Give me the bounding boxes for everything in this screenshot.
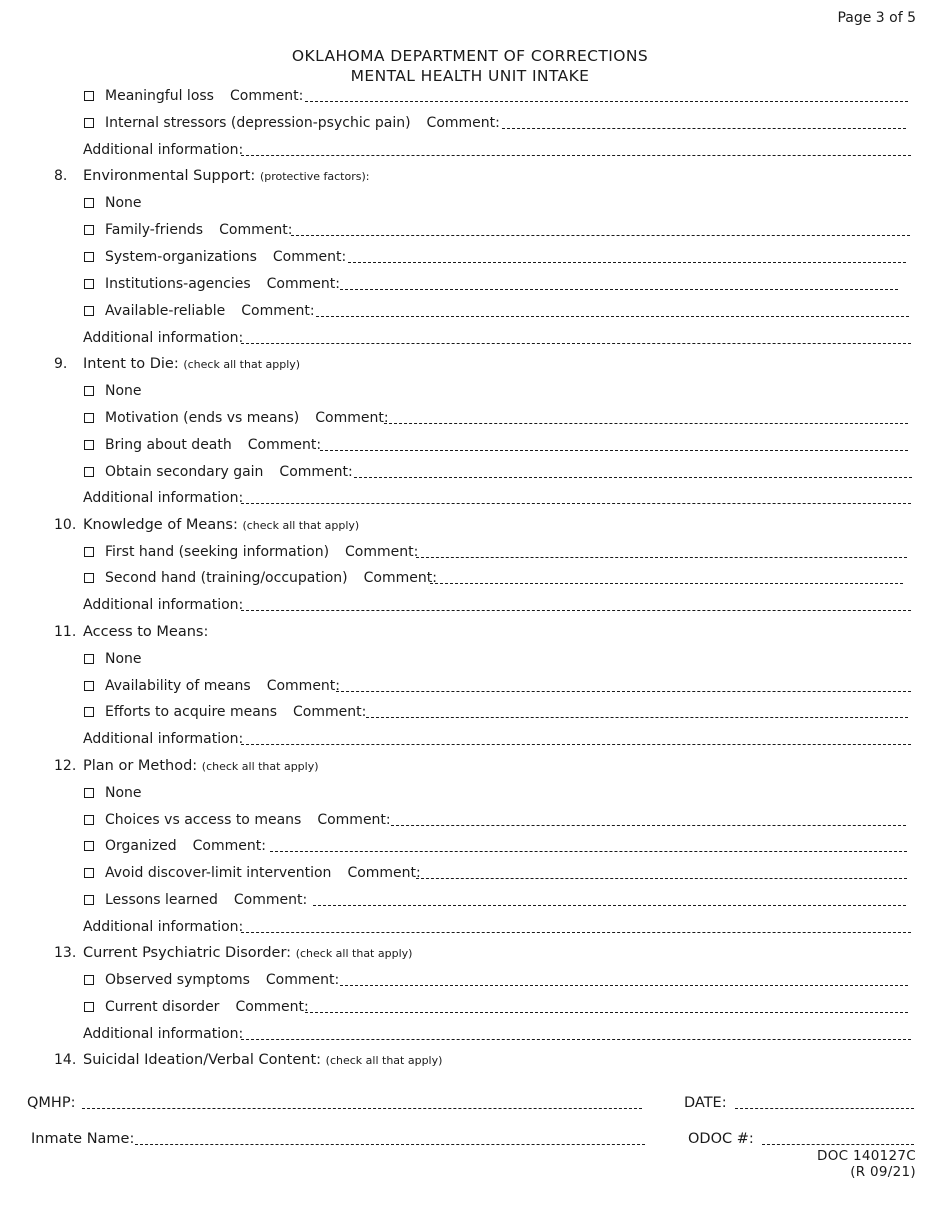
comment-field[interactable] xyxy=(416,557,907,558)
checkbox[interactable] xyxy=(84,654,94,664)
section-12-heading xyxy=(0,757,950,779)
comment-field[interactable] xyxy=(430,583,903,584)
comment-field[interactable] xyxy=(270,851,907,852)
checkbox[interactable] xyxy=(84,681,94,691)
comment-field[interactable] xyxy=(354,477,912,478)
checkbox-item-row xyxy=(0,543,950,565)
checkbox-item-row xyxy=(0,248,950,270)
checkbox-item-row xyxy=(0,194,950,216)
checkbox-item-row xyxy=(0,998,950,1020)
odoc-number-label: ODOC #: xyxy=(688,1131,754,1147)
checkbox[interactable] xyxy=(84,413,94,423)
checkbox-item-row xyxy=(0,891,950,913)
item-label: Bring about death xyxy=(105,437,232,453)
checkbox[interactable] xyxy=(84,868,94,878)
checkbox[interactable] xyxy=(84,975,94,985)
revision-date: (R 09/21) xyxy=(850,1164,916,1180)
section-note: (check all that apply) xyxy=(183,358,301,371)
item-label: Choices vs access to means xyxy=(105,812,302,828)
additional-info-row xyxy=(0,329,950,351)
item-label: Organized xyxy=(105,838,177,854)
checkbox[interactable] xyxy=(84,1002,94,1012)
additional-info-field[interactable] xyxy=(241,744,911,745)
checkbox[interactable] xyxy=(84,118,94,128)
form-header xyxy=(0,46,940,86)
checkbox-item-row xyxy=(0,382,950,404)
section-note: (check all that apply) xyxy=(325,1054,443,1067)
item-label: Lessons learned xyxy=(105,892,218,908)
agency-name: OKLAHOMA DEPARTMENT OF CORRECTIONS xyxy=(291,47,649,65)
section-11-heading xyxy=(0,623,950,645)
checkbox[interactable] xyxy=(84,225,94,235)
additional-info-field[interactable] xyxy=(241,155,911,156)
form-number: DOC 140127C xyxy=(817,1148,916,1164)
qmhp-label: QMHP: xyxy=(27,1095,76,1111)
comment-label: Comment: xyxy=(293,704,367,720)
additional-info-field[interactable] xyxy=(241,932,911,933)
section-title: Current Psychiatric Disorder: xyxy=(83,945,292,961)
comment-field[interactable] xyxy=(348,262,906,263)
comment-label: Comment: xyxy=(192,838,266,854)
section-9-heading xyxy=(0,355,950,377)
form-number-footer xyxy=(817,1148,916,1180)
section-title: Suicidal Ideation/Verbal Content: xyxy=(83,1052,322,1068)
checkbox[interactable] xyxy=(84,306,94,316)
checkbox-item-row xyxy=(0,703,950,725)
item-label: Efforts to acquire means xyxy=(105,704,277,720)
section-number: 11. xyxy=(54,624,77,640)
item-label: Internal stressors (depression-psychic pain) xyxy=(105,115,411,131)
additional-info-label: Additional information: xyxy=(83,142,244,158)
additional-info-row xyxy=(0,489,950,511)
additional-info-label: Additional information: xyxy=(83,1026,244,1042)
item-label: Avoid discover-limit intervention xyxy=(105,865,332,881)
section-note: (check all that apply) xyxy=(295,947,413,960)
additional-info-row xyxy=(0,730,950,752)
section-title: Access to Means: xyxy=(83,624,209,640)
section-note: (protective factors): xyxy=(259,170,370,183)
item-label: Available-reliable xyxy=(105,303,226,319)
checkbox[interactable] xyxy=(84,573,94,583)
additional-info-field[interactable] xyxy=(241,610,911,611)
comment-label: Comment: xyxy=(266,678,341,694)
checkbox-item-row xyxy=(0,837,950,859)
item-label: None xyxy=(105,785,142,801)
checkbox-item-row xyxy=(0,221,950,243)
additional-info-field[interactable] xyxy=(241,503,911,504)
section-10-heading xyxy=(0,516,950,538)
comment-field[interactable] xyxy=(384,423,908,424)
additional-info-label: Additional information: xyxy=(83,731,244,747)
checkbox-item-row xyxy=(0,87,950,109)
checkbox[interactable] xyxy=(84,198,94,208)
checkbox[interactable] xyxy=(84,788,94,798)
item-label: Availability of means xyxy=(105,678,251,694)
additional-info-label: Additional information: xyxy=(83,330,244,346)
additional-info-row xyxy=(0,596,950,618)
checkbox-item-row xyxy=(0,864,950,886)
checkbox-item-row xyxy=(0,811,950,833)
section-14-heading xyxy=(0,1051,950,1073)
item-label: Motivation (ends vs means) xyxy=(105,410,300,426)
section-note: (check all that apply) xyxy=(242,519,360,532)
checkbox[interactable] xyxy=(84,707,94,717)
checkbox-item-row xyxy=(0,463,950,485)
section-number: 13. xyxy=(54,945,77,961)
item-label: Meaningful loss xyxy=(105,88,214,104)
checkbox[interactable] xyxy=(84,252,94,262)
checkbox-item-row xyxy=(0,784,950,806)
comment-label: Comment: xyxy=(235,999,309,1015)
comment-label: Comment: xyxy=(315,410,389,426)
checkbox[interactable] xyxy=(84,279,94,289)
comment-label: Comment: xyxy=(265,972,340,988)
item-label: None xyxy=(105,195,142,211)
section-number: 12. xyxy=(54,758,77,774)
section-number: 10. xyxy=(54,517,77,533)
checkbox-item-row xyxy=(0,677,950,699)
item-label: Family-friends xyxy=(105,222,204,238)
checkbox[interactable] xyxy=(84,547,94,557)
comment-label: Comment: xyxy=(241,303,315,319)
item-label: Institutions-agencies xyxy=(105,276,251,292)
checkbox[interactable] xyxy=(84,440,94,450)
comment-field[interactable] xyxy=(316,316,909,317)
section-number: 8. xyxy=(54,168,68,184)
checkbox-item-row xyxy=(0,275,950,297)
section-title: Intent to Die: xyxy=(83,356,179,372)
additional-info-label: Additional information: xyxy=(83,490,244,506)
comment-label: Comment: xyxy=(279,464,353,480)
additional-info-row xyxy=(0,141,950,163)
section-title: Environmental Support: xyxy=(83,168,256,184)
additional-info-field[interactable] xyxy=(241,1039,911,1040)
comment-field[interactable] xyxy=(340,985,908,986)
comment-label: Comment: xyxy=(347,865,421,881)
comment-label: Comment: xyxy=(219,222,293,238)
additional-info-field[interactable] xyxy=(241,343,911,344)
comment-field[interactable] xyxy=(305,1012,908,1013)
checkbox-item-row xyxy=(0,569,950,591)
item-label: None xyxy=(105,383,142,399)
checkbox-item-row xyxy=(0,114,950,136)
additional-info-row xyxy=(0,1025,950,1047)
checkbox[interactable] xyxy=(84,895,94,905)
odoc-number-field[interactable] xyxy=(762,1144,914,1145)
item-label: System-organizations xyxy=(105,249,257,265)
comment-field[interactable] xyxy=(305,101,908,102)
comment-label: Comment: xyxy=(233,892,308,908)
item-label: None xyxy=(105,651,142,667)
comment-field[interactable] xyxy=(502,128,906,129)
additional-info-label: Additional information: xyxy=(83,597,244,613)
comment-label: Comment: xyxy=(266,276,340,292)
additional-info-label: Additional information: xyxy=(83,919,244,935)
comment-field[interactable] xyxy=(291,235,910,236)
checkbox[interactable] xyxy=(84,386,94,396)
checkbox-item-row xyxy=(0,436,950,458)
inmate-name-label: Inmate Name: xyxy=(31,1131,135,1147)
comment-field[interactable] xyxy=(320,450,908,451)
section-title: Plan or Method: xyxy=(83,758,198,774)
checkbox[interactable] xyxy=(84,815,94,825)
checkbox-item-row xyxy=(0,302,950,324)
inmate-name-field[interactable] xyxy=(135,1144,645,1145)
additional-info-row xyxy=(0,918,950,940)
section-13-heading xyxy=(0,944,950,966)
section-number: 9. xyxy=(54,356,68,372)
checkbox[interactable] xyxy=(84,91,94,101)
item-label: First hand (seeking information) xyxy=(105,544,330,560)
checkbox-item-row xyxy=(0,650,950,672)
checkbox[interactable] xyxy=(84,841,94,851)
comment-label: Comment: xyxy=(272,249,347,265)
comment-label: Comment: xyxy=(317,812,391,828)
section-8-heading xyxy=(0,167,950,189)
comment-field[interactable] xyxy=(313,905,906,906)
comment-field[interactable] xyxy=(391,825,906,826)
comment-label: Comment: xyxy=(363,570,437,586)
section-title: Knowledge of Means: xyxy=(83,517,238,533)
checkbox-item-row xyxy=(0,409,950,431)
comment-label: Comment: xyxy=(229,88,304,104)
item-label: Current disorder xyxy=(105,999,220,1015)
checkbox[interactable] xyxy=(84,467,94,477)
comment-field[interactable] xyxy=(416,878,907,879)
comment-field[interactable] xyxy=(336,691,911,692)
form-title: MENTAL HEALTH UNIT INTAKE xyxy=(350,67,590,85)
item-label: Observed symptoms xyxy=(105,972,250,988)
date-field[interactable] xyxy=(735,1108,914,1109)
comment-label: Comment: xyxy=(247,437,322,453)
comment-field[interactable] xyxy=(366,717,908,718)
comment-label: Comment: xyxy=(426,115,500,131)
page-number: Page 3 of 5 xyxy=(837,10,916,26)
date-label: DATE: xyxy=(684,1095,727,1111)
item-label: Second hand (training/occupation) xyxy=(105,570,348,586)
section-number: 14. xyxy=(54,1052,77,1068)
qmhp-field[interactable] xyxy=(82,1108,642,1109)
item-label: Obtain secondary gain xyxy=(105,464,264,480)
section-note: (check all that apply) xyxy=(201,760,319,773)
comment-field[interactable] xyxy=(340,289,898,290)
checkbox-item-row xyxy=(0,971,950,993)
comment-label: Comment: xyxy=(345,544,419,560)
